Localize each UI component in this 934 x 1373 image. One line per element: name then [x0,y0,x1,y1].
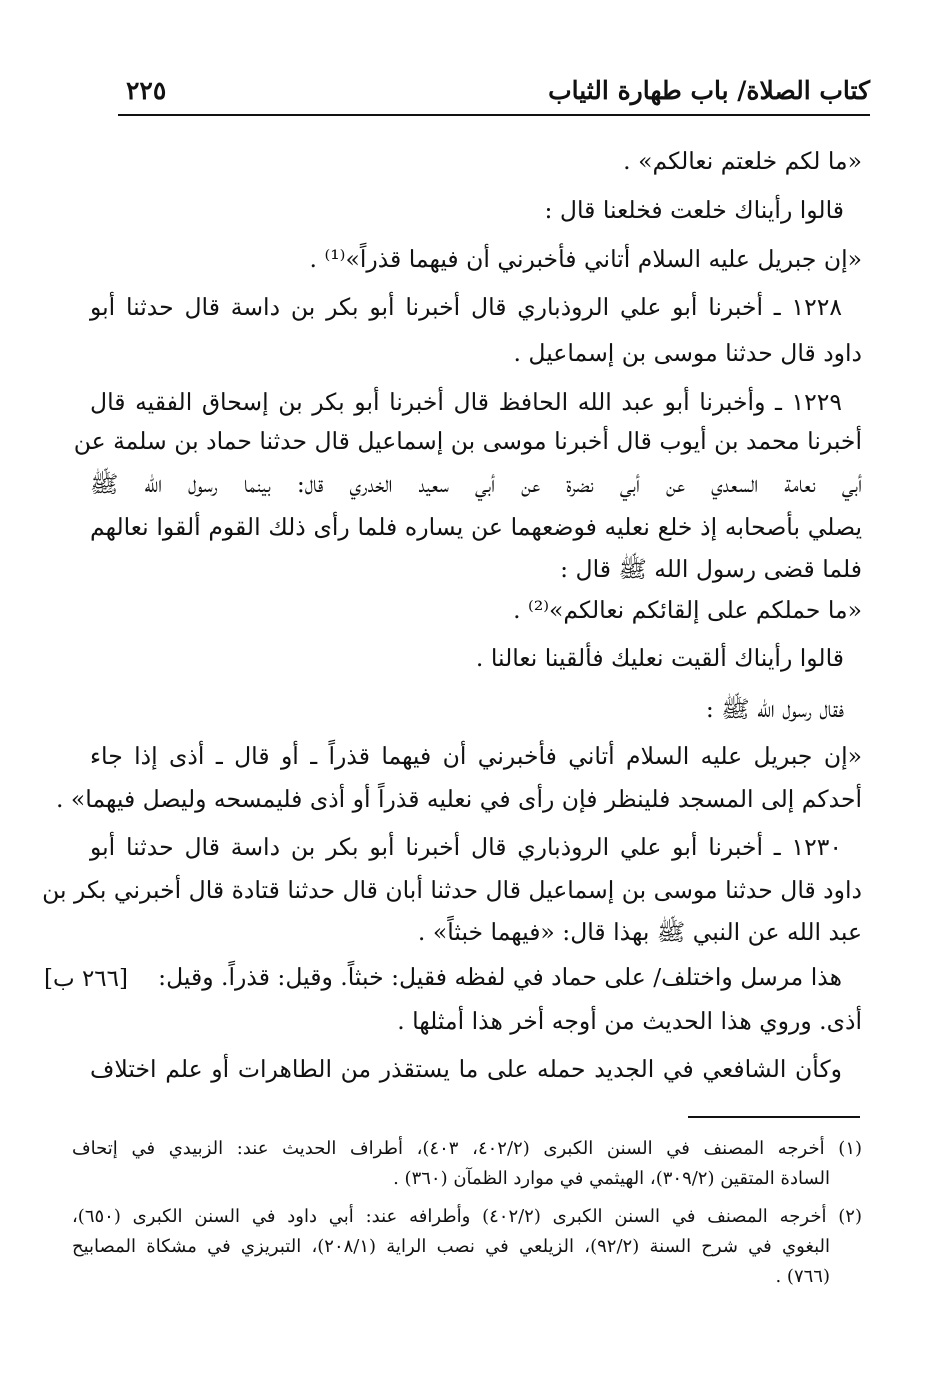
text-line: فلما قضى رسول الله ﷺ قال : [560,555,862,583]
text-line: قالوا رأيناك خلعت فخلعنا قال : [544,196,844,224]
text-line: أخبرنا محمد بن أيوب قال أخبرنا موسى بن إسماعيل قال حدثنا حماد بن سلمة عن [73,427,862,455]
page-number: ٢٢٥ [126,76,167,105]
text-line: فقال رسول الله ﷺ : [705,695,844,723]
text-line: داود قال حدثنا موسى بن إسماعيل . [513,339,862,367]
page-header [118,70,870,116]
footnote-separator [688,1116,860,1118]
footnote-line: (٧٦٦) . [775,1266,830,1287]
text-line: داود قال حدثنا موسى بن إسماعيل قال حدثنا أبان قال حدثنا قتادة قال أخبرني بكر بن [42,876,862,904]
text-line: عبد الله عن النبي ﷺ بهذا قال: «فيهما خبثاً» . [417,918,862,946]
footnote-line: البغوي في شرح السنة (٩٢/٢)، الزيلعي في نصب الراية (٢٠٨/١)، التبريزي في مشكاة المصابيح [72,1236,830,1257]
text-line: أذى. وروي هذا الحديث من أوجه أخر هذا أمثلها . [397,1007,862,1035]
footnote-line: (٢) أخرجه المصنف في السنن الكبرى (٤٠٢/٢) وأطرافه عند: أبي داود في السنن الكبرى (٦٥٠)، [72,1206,862,1227]
text-line: «ما حملكم على إلقائكم نعالكم»⁽²⁾ . [513,596,862,624]
text-line: ١٢٢٨ ـ أخبرنا أبو علي الروذباري قال أخبرنا أبو بكر بن داسة قال حدثنا أبو [90,293,842,321]
text-line: أحدكم إلى المسجد فلينظر فإن رأى في نعليه قذراً أو أذى فليمسحه وليصل فيهما» . [55,785,862,813]
text-line: هذا مرسل واختلف/ على حماد في لفظه فقيل: خبثاً. وقيل: قذراً. وقيل: [158,963,842,991]
text-line: ١٢٣٠ ـ أخبرنا أبو علي الروذباري قال أخبرنا أبو بكر بن داسة قال حدثنا أبو [90,833,842,861]
text-line: ١٢٢٩ ـ وأخبرنا أبو عبد الله الحافظ قال أخبرنا أبو بكر بن إسحاق الفقيه قال [90,388,842,416]
running-title: كتاب الصلاة/ باب طهارة الثياب [548,76,870,105]
footnote-line: (١) أخرجه المصنف في السنن الكبرى (٤٠٢/٢، ٤٠٣)، أطراف الحديث عند: الزبيدي في إتحاف [72,1138,863,1159]
text-line: قالوا رأيناك ألقيت نعليك فألقينا نعالنا . [475,644,844,672]
footnote-line: السادة المتقين (٣٠٩/٢)، الهيثمي في موارد الظمآن (٣٦٠) . [393,1168,830,1189]
text-line: يصلي بأصحابه إذ خلع نعليه فوضعهما عن يساره فلما رأى ذلك القوم ألقوا نعالهم [90,513,862,541]
text-line: أبي نعامة السعدي عن أبي نضرة عن أبي سعيد الخدري قال: بينما رسول الله ﷺ [90,470,862,498]
text-line: وكأن الشافعي في الجديد حمله على ما يستقذر من الطاهرات أو علم اختلاف [90,1055,842,1083]
text-line: «ما لكم خلعتم نعالكم» . [623,147,862,175]
margin-folio-note: [٢٦٦ ب] [44,966,128,992]
text-line: «إن جبريل عليه السلام أتاني فأخبرني أن فيهما قذراً»⁽¹⁾ . [309,245,862,273]
text-line: «إن جبريل عليه السلام أتاني فأخبرني أن فيهما قذراً ـ أو قال ـ أذى إذا جاء [90,742,862,770]
